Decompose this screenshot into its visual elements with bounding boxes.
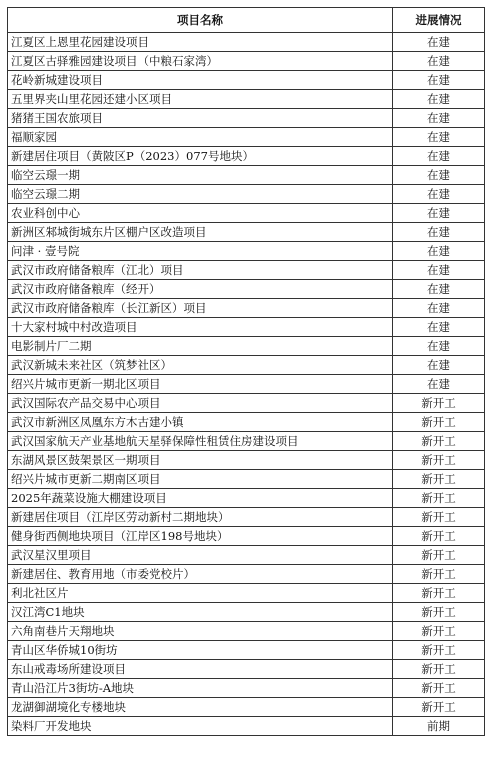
header-project-name: 项目名称 <box>8 8 393 33</box>
table-row <box>8 128 485 147</box>
table-row <box>8 451 485 470</box>
progress-status-cell: 新开工 <box>393 660 485 679</box>
project-name-cell: 东湖风景区鼓架景区一期项目 <box>8 451 393 470</box>
table-row <box>8 109 485 128</box>
project-progress-table <box>7 7 485 736</box>
table-row <box>8 622 485 641</box>
progress-status-cell: 在建 <box>393 280 485 299</box>
project-name-cell: 武汉星汉里项目 <box>8 546 393 565</box>
table-row <box>8 71 485 90</box>
project-name-cell: 东山戒毒场所建设项目 <box>8 660 393 679</box>
project-name-cell: 汉江湾C1地块 <box>8 603 393 622</box>
project-name-cell: 2025年蔬菜设施大棚建设项目 <box>8 489 393 508</box>
project-name-cell: 青山区华侨城10街坊 <box>8 641 393 660</box>
project-name-cell: 临空云璟一期 <box>8 166 393 185</box>
progress-status-cell: 在建 <box>393 52 485 71</box>
project-name-cell: 武汉新城未来社区（筑梦社区） <box>8 356 393 375</box>
progress-status-cell: 在建 <box>393 71 485 90</box>
table-row <box>8 432 485 451</box>
progress-status-cell: 新开工 <box>393 527 485 546</box>
table-row <box>8 394 485 413</box>
table-row <box>8 223 485 242</box>
project-name-cell: 六角南巷片天翔地块 <box>8 622 393 641</box>
progress-status-cell: 新开工 <box>393 641 485 660</box>
progress-status-cell: 前期 <box>393 717 485 736</box>
project-name-cell: 龙湖御湖境化专楼地块 <box>8 698 393 717</box>
table-row <box>8 413 485 432</box>
progress-status-cell: 在建 <box>393 223 485 242</box>
table-body <box>8 33 485 736</box>
table-row <box>8 166 485 185</box>
progress-status-cell: 新开工 <box>393 698 485 717</box>
progress-status-cell: 在建 <box>393 204 485 223</box>
progress-status-cell: 新开工 <box>393 413 485 432</box>
header-progress-status: 进展情况 <box>393 8 485 33</box>
project-name-cell: 武汉市政府储备粮库（长江新区）项目 <box>8 299 393 318</box>
table-row <box>8 603 485 622</box>
project-name-cell: 花岭新城建设项目 <box>8 71 393 90</box>
progress-status-cell: 在建 <box>393 299 485 318</box>
progress-status-cell: 新开工 <box>393 584 485 603</box>
progress-status-cell: 在建 <box>393 375 485 394</box>
progress-status-cell: 在建 <box>393 185 485 204</box>
project-name-cell: 青山沿江片3街坊-A地块 <box>8 679 393 698</box>
project-name-cell: 江夏区古驿雅园建设项目（中粮石家湾） <box>8 52 393 71</box>
progress-status-cell: 在建 <box>393 128 485 147</box>
table-row <box>8 375 485 394</box>
progress-status-cell: 在建 <box>393 147 485 166</box>
table-row <box>8 204 485 223</box>
project-name-cell: 农业科创中心 <box>8 204 393 223</box>
progress-status-cell: 新开工 <box>393 394 485 413</box>
progress-status-cell: 在建 <box>393 337 485 356</box>
table-row <box>8 318 485 337</box>
progress-status-cell: 在建 <box>393 90 485 109</box>
table-row <box>8 489 485 508</box>
project-name-cell: 电影制片厂二期 <box>8 337 393 356</box>
project-name-cell: 绍兴片城市更新二期南区项目 <box>8 470 393 489</box>
project-name-cell: 新建居住项目（江岸区劳动新村二期地块） <box>8 508 393 527</box>
table-row <box>8 261 485 280</box>
progress-status-cell: 在建 <box>393 261 485 280</box>
project-name-cell: 猪猪王国农旅项目 <box>8 109 393 128</box>
project-name-cell: 十大家村城中村改造项目 <box>8 318 393 337</box>
project-name-cell: 武汉市政府储备粮库（经开） <box>8 280 393 299</box>
table-row <box>8 698 485 717</box>
project-name-cell: 江夏区上恩里花园建设项目 <box>8 33 393 52</box>
table-row <box>8 280 485 299</box>
progress-status-cell: 新开工 <box>393 451 485 470</box>
progress-status-cell: 新开工 <box>393 432 485 451</box>
project-name-cell: 问津 · 壹号院 <box>8 242 393 261</box>
table-row <box>8 356 485 375</box>
table-row <box>8 584 485 603</box>
table-row <box>8 717 485 736</box>
table-row <box>8 565 485 584</box>
progress-status-cell: 新开工 <box>393 603 485 622</box>
progress-status-cell: 新开工 <box>393 679 485 698</box>
project-name-cell: 武汉国家航天产业基地航天星驿保障性租赁住房建设项目 <box>8 432 393 451</box>
progress-status-cell: 新开工 <box>393 565 485 584</box>
table-row <box>8 90 485 109</box>
project-name-cell: 武汉国际农产品交易中心项目 <box>8 394 393 413</box>
table-row <box>8 242 485 261</box>
table-row <box>8 147 485 166</box>
progress-status-cell: 新开工 <box>393 546 485 565</box>
progress-status-cell: 新开工 <box>393 622 485 641</box>
table-row <box>8 660 485 679</box>
progress-status-cell: 在建 <box>393 33 485 52</box>
table-row <box>8 527 485 546</box>
table-row <box>8 508 485 527</box>
table-row <box>8 299 485 318</box>
project-name-cell: 健身街西侧地块项目（江岸区198号地块） <box>8 527 393 546</box>
project-name-cell: 利北社区片 <box>8 584 393 603</box>
table-row <box>8 641 485 660</box>
project-name-cell: 五里界夹山里花园还建小区项目 <box>8 90 393 109</box>
project-name-cell: 武汉市政府储备粮库（江北）项目 <box>8 261 393 280</box>
progress-status-cell: 新开工 <box>393 489 485 508</box>
progress-status-cell: 在建 <box>393 356 485 375</box>
progress-status-cell: 新开工 <box>393 508 485 527</box>
progress-status-cell: 在建 <box>393 242 485 261</box>
table-row <box>8 185 485 204</box>
document-page <box>7 7 484 736</box>
project-name-cell: 新洲区邾城街城东片区棚户区改造项目 <box>8 223 393 242</box>
progress-status-cell: 在建 <box>393 318 485 337</box>
project-name-cell: 临空云璟二期 <box>8 185 393 204</box>
project-name-cell: 新建居住、教育用地（市委党校片） <box>8 565 393 584</box>
project-name-cell: 新建居住项目（黄陂区P（2023）077号地块） <box>8 147 393 166</box>
table-header-row <box>8 8 485 33</box>
progress-status-cell: 新开工 <box>393 470 485 489</box>
table-row <box>8 33 485 52</box>
table-row <box>8 679 485 698</box>
project-name-cell: 染料厂开发地块 <box>8 717 393 736</box>
project-name-cell: 福顺家园 <box>8 128 393 147</box>
table-row <box>8 337 485 356</box>
table-row <box>8 470 485 489</box>
progress-status-cell: 在建 <box>393 109 485 128</box>
project-name-cell: 武汉市新洲区凤凰东方木古建小镇 <box>8 413 393 432</box>
project-name-cell: 绍兴片城市更新一期北区项目 <box>8 375 393 394</box>
table-row <box>8 546 485 565</box>
progress-status-cell: 在建 <box>393 166 485 185</box>
table-row <box>8 52 485 71</box>
